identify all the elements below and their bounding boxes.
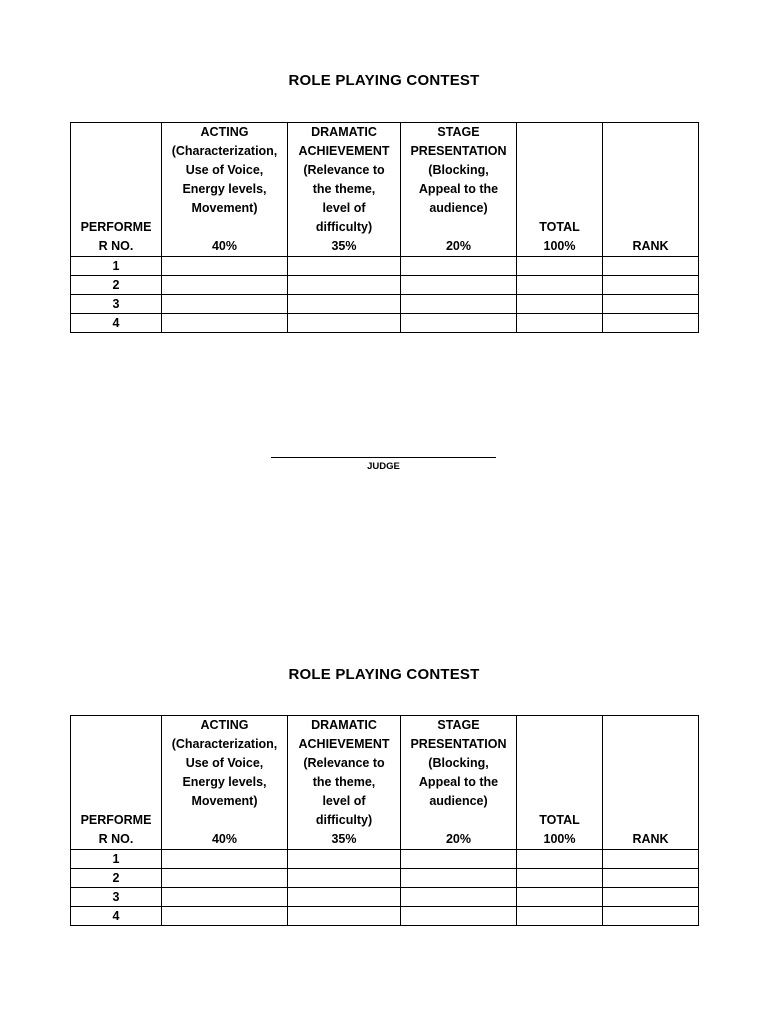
score-table [70, 715, 699, 926]
dramatic-score-cell[interactable] [288, 869, 401, 888]
rank-cell[interactable] [603, 276, 699, 295]
stage-column-header: STAGE PRESENTATION (Blocking, Appeal to the audience) 20% [401, 123, 517, 257]
performer-number: 1 [71, 257, 162, 276]
contest-title: ROLE PLAYING CONTEST [288, 72, 480, 89]
performer-number: 4 [71, 907, 162, 926]
stage-weight: 20% [445, 239, 472, 253]
dramatic-score-cell[interactable] [288, 295, 401, 314]
rank-cell[interactable] [603, 869, 699, 888]
rank-column-header: RANK [603, 123, 699, 257]
acting-column-header: ACTING (Characterization, Use of Voice, Energy levels, Movement) 40% [162, 123, 288, 257]
dramatic-score-cell[interactable] [288, 314, 401, 333]
performer-number: 3 [71, 295, 162, 314]
stage-score-cell[interactable] [401, 850, 517, 869]
total-score-cell[interactable] [517, 907, 603, 926]
total-score-cell[interactable] [517, 276, 603, 295]
total-score-cell[interactable] [517, 295, 603, 314]
acting-score-cell[interactable] [162, 907, 288, 926]
header-row [71, 123, 699, 257]
total-score-cell[interactable] [517, 257, 603, 276]
dramatic-score-cell[interactable] [288, 888, 401, 907]
performer-column-header: PERFORME R NO. [71, 716, 162, 850]
stage-column-header: STAGE PRESENTATION (Blocking, Appeal to the audience) 20% [401, 716, 517, 850]
performer-column-header: PERFORME R NO. [71, 123, 162, 257]
table-row [71, 276, 699, 295]
rank-column-header: RANK [603, 716, 699, 850]
dramatic-weight: 35% [331, 832, 357, 846]
rank-cell[interactable] [603, 257, 699, 276]
total-score-cell[interactable] [517, 314, 603, 333]
stage-score-cell[interactable] [401, 314, 517, 333]
dramatic-column-header: DRAMATIC ACHIEVEMENT (Relevance to the theme, level of difficulty) 35% [288, 123, 401, 257]
judge-signature-line[interactable] [271, 457, 496, 458]
contest-title: ROLE PLAYING CONTEST [288, 666, 480, 683]
acting-score-cell[interactable] [162, 888, 288, 907]
dramatic-score-cell[interactable] [288, 850, 401, 869]
performer-number: 3 [71, 888, 162, 907]
table-row [71, 888, 699, 907]
table-row [71, 907, 699, 926]
stage-score-cell[interactable] [401, 888, 517, 907]
total-column-header: TOTAL 100% [517, 123, 603, 257]
total-column-header: TOTAL 100% [517, 716, 603, 850]
rank-cell[interactable] [603, 888, 699, 907]
acting-weight: 40% [211, 832, 238, 846]
dramatic-weight: 35% [331, 239, 357, 253]
stage-score-cell[interactable] [401, 907, 517, 926]
total-score-cell[interactable] [517, 869, 603, 888]
acting-score-cell[interactable] [162, 314, 288, 333]
acting-weight: 40% [211, 239, 238, 253]
stage-score-cell[interactable] [401, 295, 517, 314]
performer-number: 1 [71, 850, 162, 869]
rank-cell[interactable] [603, 850, 699, 869]
performer-number: 2 [71, 276, 162, 295]
table-row [71, 850, 699, 869]
stage-score-cell[interactable] [401, 257, 517, 276]
total-score-cell[interactable] [517, 888, 603, 907]
acting-score-cell[interactable] [162, 276, 288, 295]
judge-label: JUDGE [367, 461, 400, 472]
rank-cell[interactable] [603, 314, 699, 333]
acting-score-cell[interactable] [162, 257, 288, 276]
acting-score-cell[interactable] [162, 869, 288, 888]
table-row [71, 295, 699, 314]
acting-score-cell[interactable] [162, 850, 288, 869]
total-score-cell[interactable] [517, 850, 603, 869]
acting-score-cell[interactable] [162, 295, 288, 314]
performer-number: 2 [71, 869, 162, 888]
stage-score-cell[interactable] [401, 276, 517, 295]
dramatic-score-cell[interactable] [288, 257, 401, 276]
rank-cell[interactable] [603, 907, 699, 926]
performer-number: 4 [71, 314, 162, 333]
stage-score-cell[interactable] [401, 869, 517, 888]
acting-column-header: ACTING (Characterization, Use of Voice, Energy levels, Movement) 40% [162, 716, 288, 850]
table-row [71, 869, 699, 888]
rank-cell[interactable] [603, 295, 699, 314]
dramatic-score-cell[interactable] [288, 276, 401, 295]
score-table [70, 122, 699, 333]
stage-weight: 20% [445, 832, 472, 846]
header-row [71, 716, 699, 850]
dramatic-score-cell[interactable] [288, 907, 401, 926]
dramatic-column-header: DRAMATIC ACHIEVEMENT (Relevance to the theme, level of difficulty) 35% [288, 716, 401, 850]
table-row [71, 257, 699, 276]
table-row [71, 314, 699, 333]
